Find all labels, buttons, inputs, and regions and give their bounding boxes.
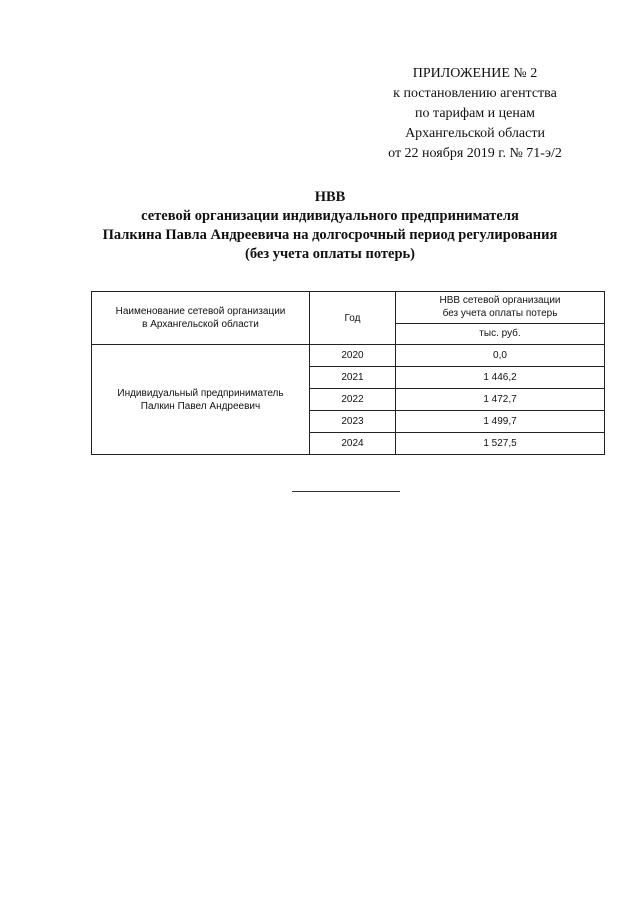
header-organization-line: Наименование сетевой организации (115, 306, 286, 317)
table-header-row (92, 292, 605, 324)
header-nvv-line: без учета оплаты потерь (442, 308, 558, 320)
nvv-table (91, 291, 605, 455)
value-cell: 0,0 (396, 345, 605, 367)
heading-title: НВВ (314, 189, 346, 205)
value-cell: 1 472,7 (396, 389, 605, 411)
heading-subtitle-line: (без учета оплаты потерь) (244, 246, 416, 262)
organization-cell (92, 345, 310, 455)
appendix-ref-line: к постановлению агентства (393, 86, 557, 101)
header-organization-name (92, 292, 310, 345)
heading-subtitle-line: сетевой организации индивидуального предпринимателя (141, 208, 519, 224)
table-row (92, 345, 605, 367)
closing-divider (292, 491, 400, 492)
appendix-title: ПРИЛОЖЕНИЕ № 2 (412, 66, 538, 81)
appendix-date-line: от 22 ноября 2019 г. № 71-э/2 (388, 146, 562, 161)
header-organization-line: в Архангельской области (142, 319, 259, 330)
header-unit: тыс. руб. (396, 323, 605, 344)
year-cell: 2024 (310, 433, 396, 455)
value-cell: 1 446,2 (396, 367, 605, 389)
heading-subtitle-line: Палкина Павла Андреевича на долгосрочный период регулирования (102, 227, 558, 243)
year-cell: 2022 (310, 389, 396, 411)
value-cell: 1 527,5 (396, 433, 605, 455)
value-cell: 1 499,7 (396, 411, 605, 433)
organization-line: Индивидуальный предприниматель (117, 387, 284, 399)
appendix-block (360, 64, 590, 164)
year-cell: 2023 (310, 411, 396, 433)
year-cell: 2021 (310, 367, 396, 389)
year-cell: 2020 (310, 345, 396, 367)
appendix-ref-line: Архангельской области (405, 126, 545, 141)
header-nvv-line: НВВ сетевой организации (439, 295, 561, 307)
header-nvv (396, 292, 605, 324)
appendix-ref-line: по тарифам и ценам (415, 106, 535, 121)
document-heading (70, 188, 590, 264)
header-year: Год (310, 292, 396, 345)
organization-line: Палкин Павел Андреевич (140, 400, 261, 412)
